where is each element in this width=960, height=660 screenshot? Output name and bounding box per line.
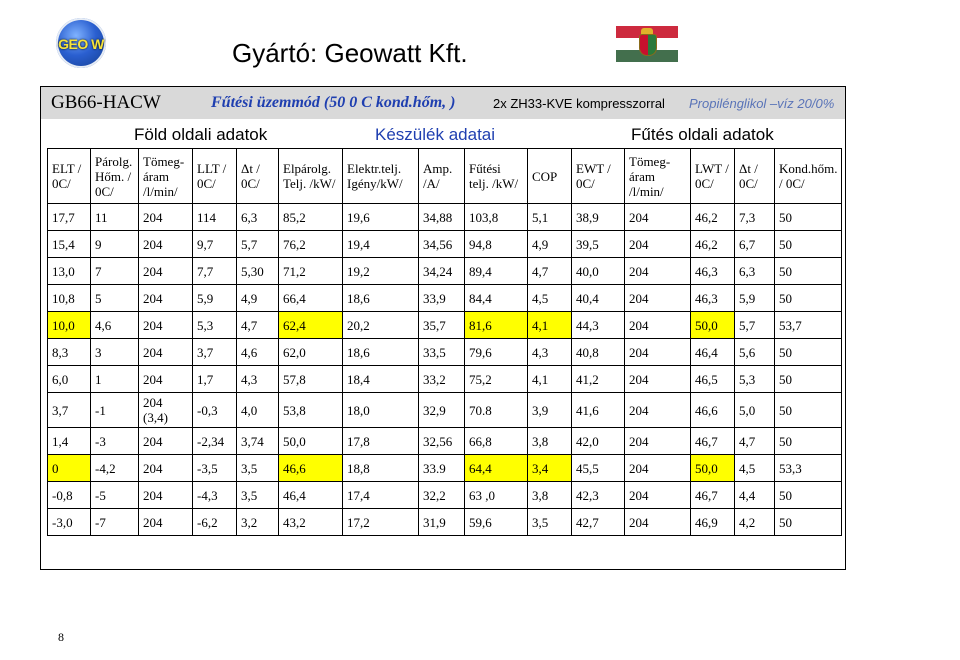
column-header: Δt / 0C/ — [735, 149, 775, 204]
table-cell: 5 — [91, 285, 139, 312]
table-cell: 38,9 — [572, 204, 625, 231]
table-cell: 43,2 — [279, 509, 343, 536]
table-cell: 31,9 — [419, 509, 465, 536]
table-cell: 204 — [625, 428, 691, 455]
column-header: Tömeg-áram /l/min/ — [139, 149, 193, 204]
table-cell: 3,7 — [193, 339, 237, 366]
table-cell: 32,9 — [419, 393, 465, 428]
table-cell: 79,6 — [465, 339, 528, 366]
table-cell: 63 ,0 — [465, 482, 528, 509]
table-cell: 204 — [139, 285, 193, 312]
table-cell: 4,3 — [237, 366, 279, 393]
table-cell: 204 — [625, 258, 691, 285]
table-cell: 4,4 — [735, 482, 775, 509]
column-header: LWT / 0C/ — [691, 149, 735, 204]
table-cell: 40,0 — [572, 258, 625, 285]
table-cell: 53,7 — [775, 312, 842, 339]
table-row — [48, 285, 842, 312]
table-cell: 76,2 — [279, 231, 343, 258]
column-header: EWT / 0C/ — [572, 149, 625, 204]
operating-mode: Fűtési üzemmód (50 0 C kond.hőm, ) — [211, 94, 456, 111]
table-cell: 204 — [625, 455, 691, 482]
table-cell: 5,3 — [193, 312, 237, 339]
table-cell: 204 — [625, 204, 691, 231]
table-cell: 46,4 — [691, 339, 735, 366]
table-cell: 45,5 — [572, 455, 625, 482]
column-header: Kond.hőm. / 0C/ — [775, 149, 842, 204]
table-cell: 50,0 — [691, 312, 735, 339]
table-cell: -3 — [91, 428, 139, 455]
table-cell: 18,6 — [343, 285, 419, 312]
compressor-info: 2x ZH33-KVE kompresszorral — [493, 96, 665, 111]
table-cell: 4,5 — [735, 455, 775, 482]
table-cell: 50 — [775, 204, 842, 231]
table-cell: 4,7 — [528, 258, 572, 285]
table-cell: 94,8 — [465, 231, 528, 258]
table-row — [48, 231, 842, 258]
table-cell: -5 — [91, 482, 139, 509]
table-cell: 46,6 — [691, 393, 735, 428]
group-ground-side: Föld oldali adatok — [134, 125, 268, 144]
table-cell: -4,2 — [91, 455, 139, 482]
group-device: Készülék adatai — [375, 125, 496, 144]
table-cell: -0,3 — [193, 393, 237, 428]
table-cell: 4,3 — [528, 339, 572, 366]
fluid-info: Propilénglikol –víz 20/0% — [689, 96, 835, 111]
table-cell: 46,7 — [691, 428, 735, 455]
table-row — [48, 258, 842, 285]
table-cell: 9,7 — [193, 231, 237, 258]
table-cell: 7 — [91, 258, 139, 285]
table-cell: 66,4 — [279, 285, 343, 312]
column-header: Elektr.telj. Igény/kW/ — [343, 149, 419, 204]
table-cell: 70.8 — [465, 393, 528, 428]
table-cell: 114 — [193, 204, 237, 231]
table-cell: 204 — [625, 482, 691, 509]
table-cell: 50 — [775, 393, 842, 428]
table-cell: 46,7 — [691, 482, 735, 509]
table-cell: 42,3 — [572, 482, 625, 509]
table-cell: 17,8 — [343, 428, 419, 455]
table-cell: 204 — [139, 312, 193, 339]
table-cell: 4,5 — [528, 285, 572, 312]
table-cell: 4,6 — [91, 312, 139, 339]
table-cell: 32,2 — [419, 482, 465, 509]
table-cell: -0,8 — [48, 482, 91, 509]
table-cell: 46,3 — [691, 258, 735, 285]
column-header: Fűtési telj. /kW/ — [465, 149, 528, 204]
table-cell: 50 — [775, 231, 842, 258]
table-cell: 5,30 — [237, 258, 279, 285]
table-cell: 204 — [139, 509, 193, 536]
table-cell: 40,8 — [572, 339, 625, 366]
table-cell: 17,2 — [343, 509, 419, 536]
table-cell: -2,34 — [193, 428, 237, 455]
table-cell: 46,3 — [691, 285, 735, 312]
column-header: ELT / 0C/ — [48, 149, 91, 204]
table-cell: 59,6 — [465, 509, 528, 536]
table-cell: 46,9 — [691, 509, 735, 536]
table-cell: 204 (3,4) — [139, 393, 193, 428]
table-cell: 46,5 — [691, 366, 735, 393]
table-cell: 39,5 — [572, 231, 625, 258]
column-header: Párolg. Hőm. / 0C/ — [91, 149, 139, 204]
table-cell: 89,4 — [465, 258, 528, 285]
table-cell: 75,2 — [465, 366, 528, 393]
table-cell: 204 — [625, 393, 691, 428]
table-cell: 17,4 — [343, 482, 419, 509]
table-cell: 5,9 — [193, 285, 237, 312]
table-cell: 46,2 — [691, 204, 735, 231]
table-cell: 3,5 — [237, 455, 279, 482]
table-cell: 33.9 — [419, 455, 465, 482]
group-heating-side: Fűtés oldali adatok — [631, 125, 774, 144]
table-cell: 41,2 — [572, 366, 625, 393]
table-cell: 204 — [139, 366, 193, 393]
column-header: Δt / 0C/ — [237, 149, 279, 204]
table-cell: 204 — [625, 231, 691, 258]
table-cell: 50 — [775, 366, 842, 393]
column-header: Amp. /A/ — [419, 149, 465, 204]
table-cell: 4,6 — [237, 339, 279, 366]
logo-text: GEO W — [58, 36, 104, 52]
table-cell: 3,2 — [237, 509, 279, 536]
table-row — [48, 366, 842, 393]
table-cell: 71,2 — [279, 258, 343, 285]
table-cell: -3,5 — [193, 455, 237, 482]
table-cell: 3,4 — [528, 455, 572, 482]
table-cell: 34,88 — [419, 204, 465, 231]
table-cell: -1 — [91, 393, 139, 428]
table-row — [48, 455, 842, 482]
table-cell: 204 — [139, 428, 193, 455]
table-cell: 4,7 — [735, 428, 775, 455]
table-row — [48, 312, 842, 339]
table-cell: 4,9 — [528, 231, 572, 258]
data-sheet-frame — [40, 86, 846, 570]
table-cell: 5,0 — [735, 393, 775, 428]
table-cell: 3,8 — [528, 428, 572, 455]
table-cell: 4,2 — [735, 509, 775, 536]
table-cell: 40,4 — [572, 285, 625, 312]
coat-of-arms-icon — [639, 34, 657, 56]
table-cell: 204 — [139, 258, 193, 285]
table-cell: 18,4 — [343, 366, 419, 393]
table-cell: 10,0 — [48, 312, 91, 339]
table-cell: 18,8 — [343, 455, 419, 482]
table-cell: 4,1 — [528, 366, 572, 393]
model-name: GB66-HACW — [51, 92, 161, 113]
table-cell: 1,7 — [193, 366, 237, 393]
table-row — [48, 339, 842, 366]
column-header: Elpárolg. Telj. /kW/ — [279, 149, 343, 204]
table-cell: 7,3 — [735, 204, 775, 231]
table-cell: 3 — [91, 339, 139, 366]
table-cell: 204 — [625, 285, 691, 312]
table-cell: 6,3 — [237, 204, 279, 231]
table-cell: 5,7 — [237, 231, 279, 258]
table-cell: 50 — [775, 509, 842, 536]
table-cell: 34,24 — [419, 258, 465, 285]
table-cell: 7,7 — [193, 258, 237, 285]
table-cell: 50 — [775, 428, 842, 455]
table-cell: 42,7 — [572, 509, 625, 536]
table-cell: 5,3 — [735, 366, 775, 393]
table-cell: 18,0 — [343, 393, 419, 428]
table-cell: 204 — [625, 509, 691, 536]
table-cell: 8,3 — [48, 339, 91, 366]
table-cell: -7 — [91, 509, 139, 536]
table-cell: 46,2 — [691, 231, 735, 258]
table-cell: 34,56 — [419, 231, 465, 258]
table-cell: 62,0 — [279, 339, 343, 366]
table-cell: 46,4 — [279, 482, 343, 509]
table-cell: 204 — [625, 312, 691, 339]
table-cell: 46,6 — [279, 455, 343, 482]
table-cell: 3,9 — [528, 393, 572, 428]
table-cell: 4,7 — [237, 312, 279, 339]
table-cell: 13,0 — [48, 258, 91, 285]
table-cell: -4,3 — [193, 482, 237, 509]
table-cell: 10,8 — [48, 285, 91, 312]
table-row — [48, 509, 842, 536]
table-cell: 19,6 — [343, 204, 419, 231]
table-cell: 1 — [91, 366, 139, 393]
table-cell: 50 — [775, 339, 842, 366]
table-cell: 44,3 — [572, 312, 625, 339]
table-cell: 15,4 — [48, 231, 91, 258]
table-cell: 204 — [139, 339, 193, 366]
table-cell: 204 — [139, 231, 193, 258]
table-cell: 6,0 — [48, 366, 91, 393]
table-cell: 50,0 — [691, 455, 735, 482]
table-cell: 50 — [775, 482, 842, 509]
table-cell: 18,6 — [343, 339, 419, 366]
title-row — [41, 87, 845, 119]
table-cell: 57,8 — [279, 366, 343, 393]
table-cell: 204 — [139, 455, 193, 482]
table-cell: 35,7 — [419, 312, 465, 339]
table-cell: -3,0 — [48, 509, 91, 536]
table-cell: 204 — [625, 339, 691, 366]
table-cell: 17,7 — [48, 204, 91, 231]
table-cell: 41,6 — [572, 393, 625, 428]
table-cell: 4,9 — [237, 285, 279, 312]
table-cell: 50,0 — [279, 428, 343, 455]
table-cell: 85,2 — [279, 204, 343, 231]
table-cell: 9 — [91, 231, 139, 258]
table-cell: 32,56 — [419, 428, 465, 455]
table-cell: 103,8 — [465, 204, 528, 231]
table-cell: 53,8 — [279, 393, 343, 428]
table-cell: -6,2 — [193, 509, 237, 536]
table-cell: 19,4 — [343, 231, 419, 258]
table-row — [48, 428, 842, 455]
column-header: Tömeg-áram /l/min/ — [625, 149, 691, 204]
table-cell: 3,5 — [528, 509, 572, 536]
table-cell: 5,9 — [735, 285, 775, 312]
table-cell: 204 — [625, 366, 691, 393]
table-cell: 6,3 — [735, 258, 775, 285]
table-cell: 5,7 — [735, 312, 775, 339]
header-row — [48, 149, 842, 204]
table-cell: 19,2 — [343, 258, 419, 285]
table-cell: 3,7 — [48, 393, 91, 428]
table-cell: 1,4 — [48, 428, 91, 455]
table-cell: 33,2 — [419, 366, 465, 393]
table-cell: 5,1 — [528, 204, 572, 231]
table-row — [48, 482, 842, 509]
table-cell: 62,4 — [279, 312, 343, 339]
table-cell: 20,2 — [343, 312, 419, 339]
column-header: LLT / 0C/ — [193, 149, 237, 204]
table-row — [48, 393, 842, 428]
table-cell: 33,5 — [419, 339, 465, 366]
page-number: 8 — [58, 630, 64, 644]
table-row — [48, 204, 842, 231]
table-cell: 66,8 — [465, 428, 528, 455]
table-cell: 4,1 — [528, 312, 572, 339]
table-cell: 0 — [48, 455, 91, 482]
table-cell: 64,4 — [465, 455, 528, 482]
table-cell: 5,6 — [735, 339, 775, 366]
table-cell: 6,7 — [735, 231, 775, 258]
table-cell: 81,6 — [465, 312, 528, 339]
table-cell: 50 — [775, 258, 842, 285]
table-cell: 4,0 — [237, 393, 279, 428]
table-cell: 53,3 — [775, 455, 842, 482]
manufacturer-title: Gyártó: Geowatt Kft. — [232, 38, 468, 68]
table-cell: 3,8 — [528, 482, 572, 509]
table-cell: 11 — [91, 204, 139, 231]
table-cell: 204 — [139, 204, 193, 231]
column-header: COP — [528, 149, 572, 204]
table-cell: 33,9 — [419, 285, 465, 312]
table-cell: 50 — [775, 285, 842, 312]
table-cell: 204 — [139, 482, 193, 509]
table-cell: 3,5 — [237, 482, 279, 509]
table-cell: 84,4 — [465, 285, 528, 312]
table-cell: 3,74 — [237, 428, 279, 455]
table-cell: 42,0 — [572, 428, 625, 455]
performance-table — [47, 148, 842, 536]
